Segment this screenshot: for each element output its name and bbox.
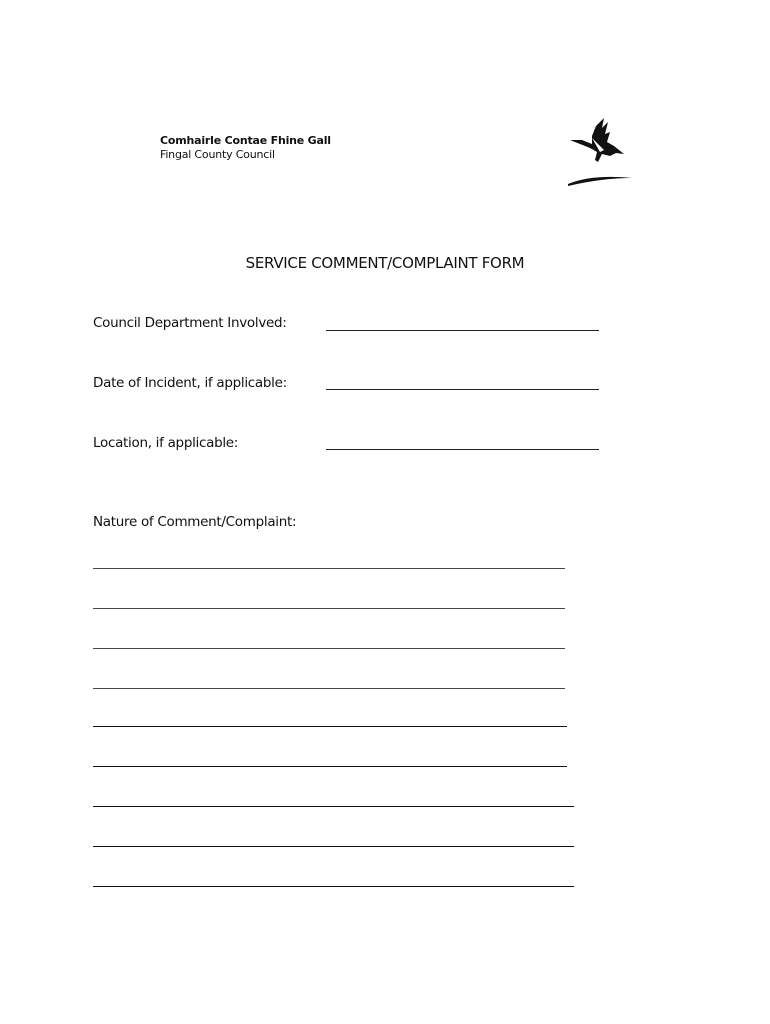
council-name-english: Fingal County Council: [160, 148, 275, 161]
council-name-block: [160, 134, 331, 162]
date-of-incident-field[interactable]: [326, 389, 599, 390]
department-field[interactable]: [326, 330, 599, 331]
location-field[interactable]: [326, 449, 599, 450]
council-name-irish: Comhairle Contae Fhine Gall: [160, 134, 331, 147]
complaint-text-line[interactable]: [93, 806, 574, 807]
complaint-text-line[interactable]: [93, 688, 565, 689]
complaint-text-line[interactable]: [93, 608, 565, 609]
department-label: Council Department Involved:: [93, 315, 287, 331]
complaint-text-line[interactable]: [93, 726, 567, 727]
form-title: SERVICE COMMENT/COMPLAINT FORM: [245, 254, 525, 272]
complaint-text-line[interactable]: [93, 648, 565, 649]
date-of-incident-label: Date of Incident, if applicable:: [93, 375, 287, 391]
complaint-text-line[interactable]: [93, 766, 567, 767]
complaint-text-line[interactable]: [93, 568, 565, 569]
nature-of-complaint-label: Nature of Comment/Complaint:: [93, 514, 297, 530]
complaint-text-line[interactable]: [93, 886, 574, 887]
complaint-text-line[interactable]: [93, 846, 574, 847]
location-label: Location, if applicable:: [93, 435, 239, 451]
bird-over-horizon-icon: [562, 116, 634, 190]
